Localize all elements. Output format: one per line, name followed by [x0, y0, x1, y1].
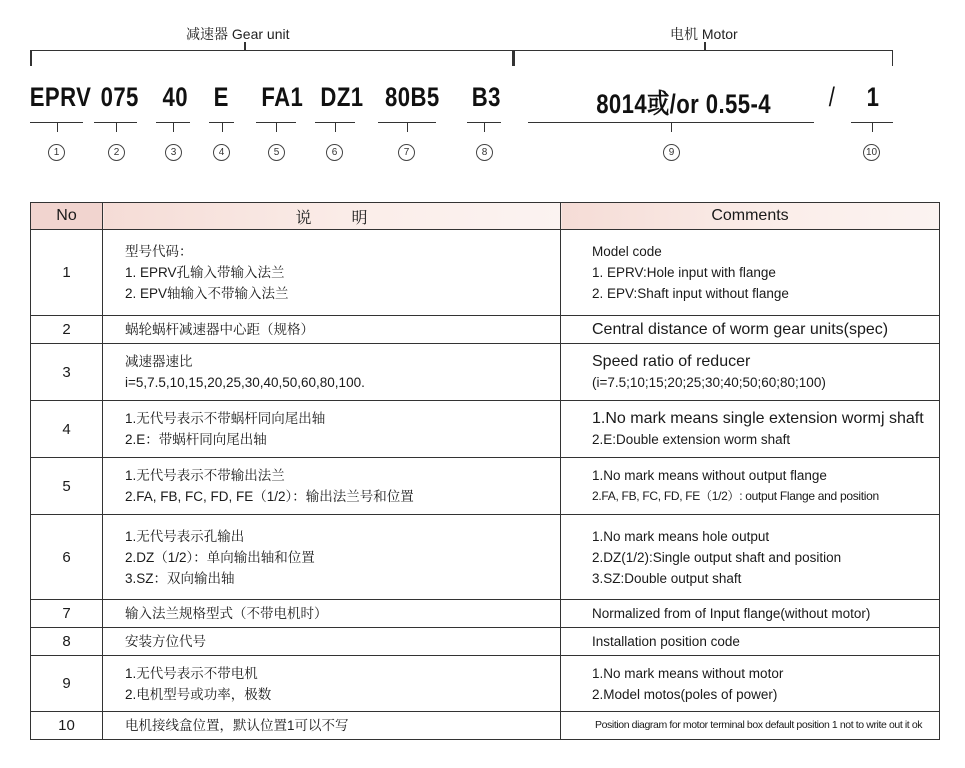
code-underline: [30, 122, 83, 123]
circled-number: 1: [48, 143, 65, 161]
circled-number: 5: [268, 143, 285, 161]
header-no: No: [31, 203, 103, 230]
code-underline: [528, 122, 814, 123]
code-underline: [467, 122, 501, 123]
circled-number: 6: [326, 143, 343, 161]
circled-number: 9: [663, 143, 680, 161]
table-row: 3 减速器速比 i=5,7.5,10,15,20,25,30,40,50,60,80,100. Speed ratio of reducer (i=7.5;10;15;20;25;30;40;50;60;80;100): [31, 344, 940, 401]
code-segment: 8014或/or 0.55-4: [596, 89, 771, 119]
header-comments: Comments: [561, 203, 940, 230]
code-segment: 80B5: [385, 82, 440, 112]
table-row: 10 电机接线盒位置，默认位置1可以不写 Position diagram for motor terminal box default position 1 not to write out it ok: [31, 712, 940, 740]
code-underline: [315, 122, 355, 123]
table-row: 6 1.无代号表示孔输出 2.DZ（1/2）：单向输出轴和位置 3.SZ：双向输出轴 1.No mark means hole output 2.DZ(1/2):Single output shaft and position 3.SZ:Double output shaft: [31, 515, 940, 600]
circled-number: 2: [108, 143, 125, 161]
table-row: 7 输入法兰规格型式（不带电机时） Normalized from of Input flange(without motor): [31, 600, 940, 628]
circled-number: 7: [398, 143, 415, 161]
code-underline: [209, 122, 234, 123]
circled-number: 3: [165, 143, 182, 161]
code-segment: DZ1: [320, 82, 364, 112]
code-underline: [851, 122, 893, 123]
code-segment: 40: [162, 82, 188, 112]
circled-number: 10: [863, 143, 880, 161]
code-underline: [378, 122, 436, 123]
circled-number: 4: [213, 143, 230, 161]
code-underline: [156, 122, 190, 123]
table-row: 2 蜗轮蜗杆减速器中心距（规格） Central distance of worm gear units(spec): [31, 316, 940, 344]
table-row: 8 安装方位代号 Installation position code: [31, 628, 940, 656]
table-row: 9 1.无代号表示不带电机 2.电机型号或功率，极数 1.No mark means without motor 2.Model motos(poles of power): [31, 656, 940, 712]
motor-label: 电机 Motor: [670, 26, 738, 42]
table-row: 1 型号代码： 1. EPRV孔输入带输入法兰 2. EPV轴输入不带输入法兰 Model code 1. EPRV:Hole input with flange 2. EPV:Shaft input without flange: [31, 230, 940, 316]
code-separator: /: [828, 82, 836, 112]
code-segment: 075: [100, 82, 139, 112]
motor-bracket: [513, 50, 893, 51]
gear-unit-bracket: [30, 50, 513, 51]
circled-number: 8: [476, 143, 493, 161]
table-row: 4 1.无代号表示不带蜗杆同向尾出轴 2.E：带蜗杆同向尾出轴 1.No mark means single extension wormj shaft 2.E:Double extension worm shaft: [31, 401, 940, 458]
code-segment: EPRV: [29, 82, 92, 112]
gear-unit-label: 减速器 Gear unit: [186, 26, 290, 42]
header-description: 说明: [103, 203, 561, 230]
code-segment: E: [213, 82, 229, 112]
code-underline: [94, 122, 137, 123]
code-segment: B3: [471, 82, 501, 112]
code-segment: FA1: [261, 82, 304, 112]
specification-table: [30, 202, 940, 740]
code-underline: [256, 122, 296, 123]
code-segment: 1: [866, 82, 880, 112]
table-row: 5 1.无代号表示不带输出法兰 2.FA, FB, FC, FD, FE（1/2）：输出法兰号和位置 1.No mark means without output flange 2.FA, FB, FC, FD, FE（1/2）: output Flange and position: [31, 458, 940, 515]
